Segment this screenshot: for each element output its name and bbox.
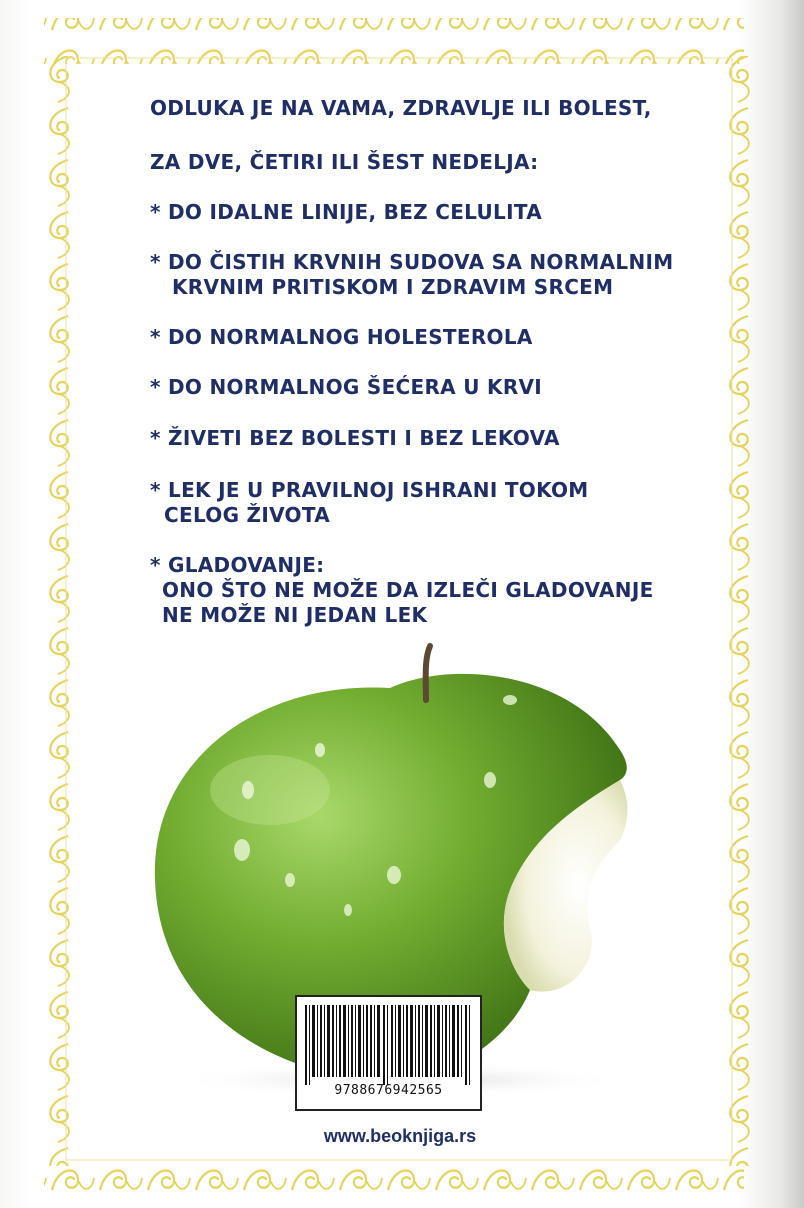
bullet-blood-vessels-cont: KRVNIM PRITISKOM I ZDRAVIM SRCEM bbox=[172, 275, 614, 299]
isbn-number: 9788676942565 bbox=[334, 1083, 443, 1098]
bullet-blood-vessels: * DO ČISTIH KRVNIH SUDOVA SA NORMALNIM bbox=[150, 250, 674, 274]
barcode-bars bbox=[305, 1005, 471, 1085]
bullet-ideal-line: * DO IDALNE LINIJE, BEZ CELULITA bbox=[150, 200, 542, 224]
fasting-line-3: NE MOŽE NI JEDAN LEK bbox=[162, 603, 428, 627]
barcode bbox=[295, 995, 482, 1111]
publisher-website: www.beoknjiga.rs bbox=[323, 1126, 477, 1146]
bullet-blood-sugar: * DO NORMALNOG ŠEĆERA U KRVI bbox=[150, 375, 543, 399]
intro-line-2: ZA DVE, ČETIRI ILI ŠEST NEDELJA: bbox=[150, 150, 539, 174]
bullet-fasting: * GLADOVANJE: bbox=[150, 553, 325, 577]
bullet-nutrition: * LEK JE U PRAVILNOJ ISHRANI TOKOM bbox=[150, 478, 589, 502]
bullet-no-disease: * ŽIVETI BEZ BOLESTI I BEZ LEKOVA bbox=[150, 426, 560, 450]
bullet-cholesterol: * DO NORMALNOG HOLESTEROLA bbox=[150, 325, 533, 349]
bullet-nutrition-cont: CELOG ŽIVOTA bbox=[164, 503, 330, 527]
intro-line-1: ODLUKA JE NA VAMA, ZDRAVLJE ILI BOLEST, bbox=[150, 96, 652, 120]
fasting-line-2: ONO ŠTO NE MOŽE DA IZLEČI GLADOVANJE bbox=[162, 578, 654, 602]
